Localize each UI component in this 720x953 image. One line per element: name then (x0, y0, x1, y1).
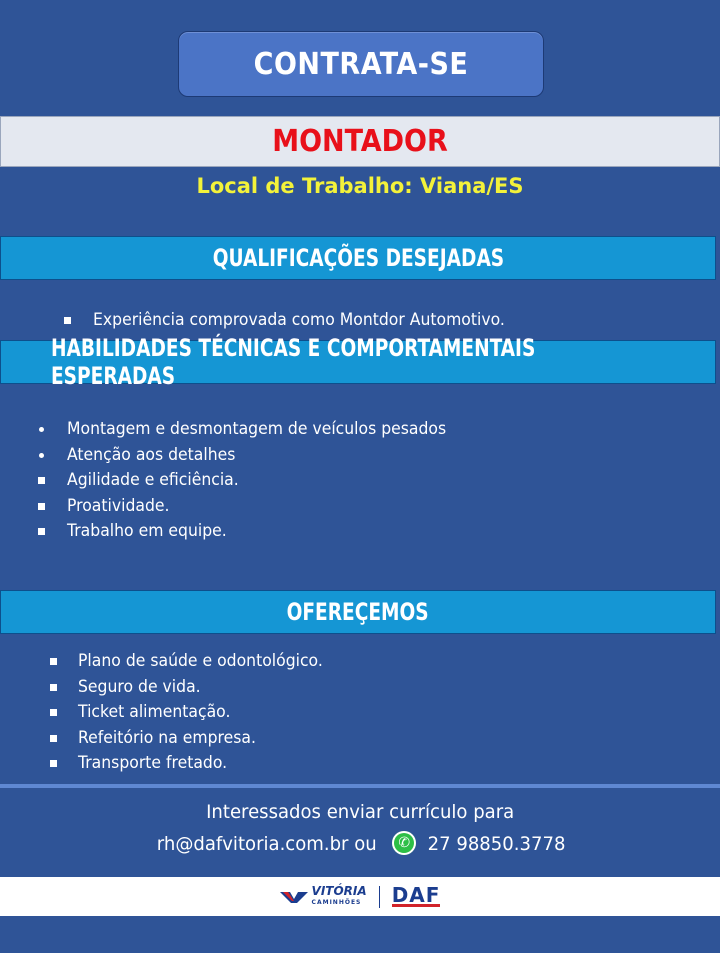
qualifications-heading: QUALIFICAÇÕES DESEJADAS (0, 236, 716, 280)
list-item: Atenção aos detalhes (67, 444, 236, 465)
list-item: Montagem e desmontagem de veículos pesados (67, 419, 447, 439)
job-title: MONTADOR (0, 116, 720, 167)
vitoria-brand-sub: CAMINHÕES (311, 898, 362, 906)
chevron-logo-icon (280, 890, 308, 904)
list-item: Agilidade e eficiência. (67, 470, 239, 490)
offers-list (50, 649, 710, 777)
skills-list (38, 417, 698, 545)
work-location: Local de Trabalho: Viana/ES (196, 174, 524, 198)
contact-phone[interactable]: 27 98850.3778 (427, 833, 566, 855)
list-item: Proatividade. (67, 495, 170, 516)
vitoria-logo (280, 883, 367, 908)
offers-heading: OFEREÇEMOS (0, 590, 716, 634)
list-item: Seguro de vida. (78, 676, 201, 697)
qualifications-list (64, 308, 704, 334)
list-item: Ticket alimentação. (78, 702, 231, 722)
list-item: Refeitório na empresa. (78, 727, 256, 748)
footer-logos (0, 877, 720, 916)
list-item: Transporte fretado. (78, 753, 228, 773)
skills-heading: HABILIDADES TÉCNICAS E COMPORTAMENTAIS ESPERADAS (0, 340, 716, 384)
whatsapp-icon (392, 831, 416, 855)
contact-line-1: Interessados enviar currículo para (205, 801, 515, 823)
list-item: Trabalho em equipe. (67, 521, 227, 541)
list-item: Experiência comprovada como Montdor Automotivo. (93, 310, 505, 330)
contact-email[interactable]: rh@dafvitoria.com.br ou (156, 833, 377, 855)
divider (0, 784, 720, 788)
page-title: CONTRATA-SE (178, 31, 544, 97)
logo-separator (379, 886, 380, 908)
daf-logo: DAF (391, 883, 441, 907)
contact-line-2 (0, 831, 720, 855)
vitoria-brand: VITÓRIA (311, 883, 367, 898)
list-item: Plano de saúde e odontológico. (78, 651, 323, 671)
